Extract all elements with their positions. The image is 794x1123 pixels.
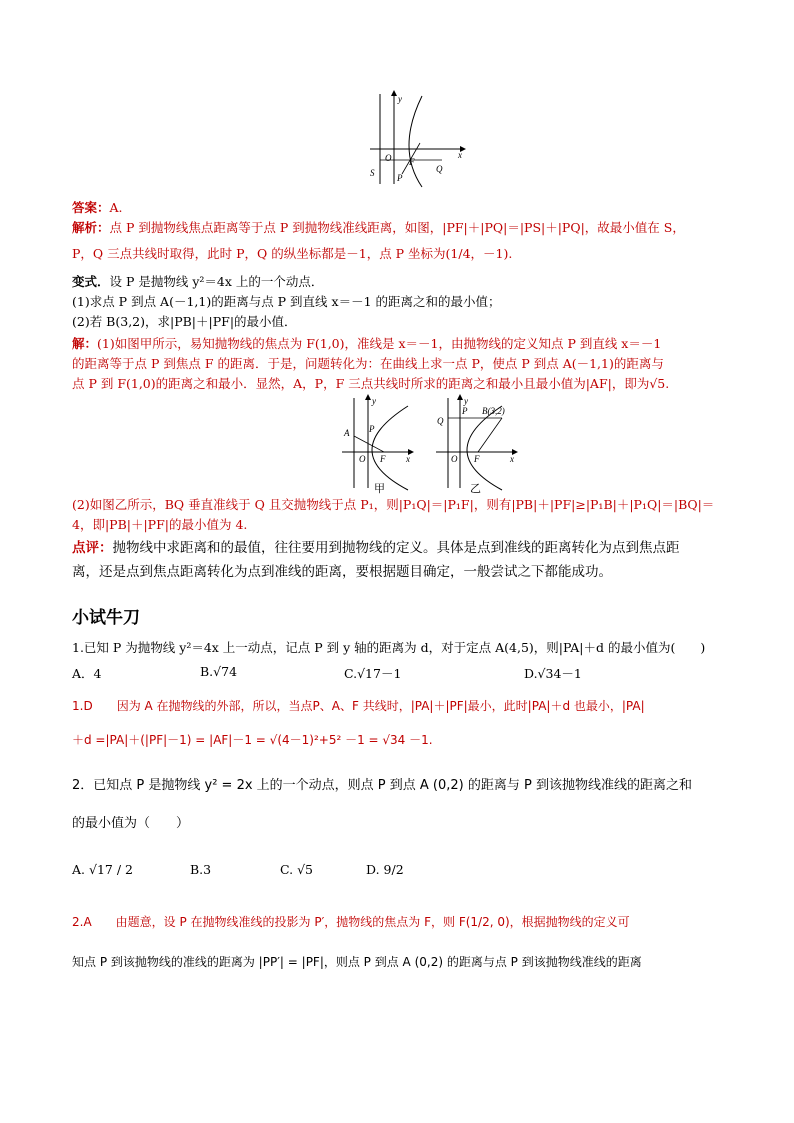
parabola-figure-1 (360, 88, 470, 188)
answer-label: 答案： (72, 200, 110, 215)
q2-stem-line-1: 2．已知点 P 是抛物线 y² = 2x 上的一个动点，则点 P 到点 A (0,2) 的距离与 P 到该抛物线准线的距离之和 (72, 778, 692, 793)
comment-line-2: 离，还是点到焦点距离转化为点到准线的距离，要根据题目确定，一般尝试之下都能成功。 (72, 564, 612, 580)
analysis-line-1 (72, 218, 722, 238)
comment-text-1: 抛物线中求距离和的最值，往往要用到抛物线的定义。具体是点到准线的距离转化为点到焦点距 (112, 540, 680, 556)
section-title: 小试牛刀 (72, 608, 140, 628)
answer-value: A. (109, 200, 123, 215)
q2-option-a: A. √17 / 2 (72, 862, 133, 877)
analysis-text-1: 点 P 到抛物线焦点距离等于点 P 到抛物线准线距离，如图，|PF|＋|PQ|＝|PS|＋|PQ|，故最小值在 S， (109, 220, 685, 235)
solution-label: 解： (72, 336, 98, 351)
jia-O-label: O (359, 454, 366, 464)
variant-line-3: (2)若 B(3,2)，求|PB|＋|PF|的最小值． (72, 314, 297, 329)
q1-stem: 1.已知 P 为抛物线 y²＝4x 上一动点，记点 P 到 y 轴的距离为 d，对于定点 A(4,5)，则|PA|＋d 的最小值为( ) (72, 640, 706, 655)
jia-P-label: P (369, 424, 375, 434)
yi-y-label: y (464, 396, 468, 406)
fig-caption-yi: 乙 (470, 482, 481, 495)
solution-line-3: 点 P 到 F(1,0)的距离之和最小．显然，A，P，F 三点共线时所求的距离之和最小且最小值为|AF|，即为√5. (72, 376, 670, 391)
q2-answer-line-2: 知点 P 到该抛物线的准线的距离为 |PP′| = |PF|，则点 P 到点 A (0,2) 的距离与点 P 到该抛物线准线的距离 (72, 955, 642, 969)
yi-x-label: x (510, 454, 514, 464)
q2-stem-line-2: 的最小值为（ ） (72, 816, 190, 831)
solution-line-2: 的距离等于点 P 到焦点 F 的距离．于是，问题转化为：在曲线上求一点 P，使点 P 到点 A(－1,1)的距离与 (72, 356, 664, 371)
yi-Q-label: Q (437, 416, 444, 426)
q1-option-b: B.√74 (200, 664, 238, 679)
solution-text-1: (1)如图甲所示，易知抛物线的焦点为 F(1,0)，准线是 x＝－1，由抛物线的定义知点 P 到直线 x＝－1 (97, 336, 662, 351)
q1-option-a: A．4 (72, 666, 102, 681)
fig1-S-label: S (370, 168, 375, 178)
comment-label: 点评： (72, 540, 113, 556)
q2-option-c: C. √5 (280, 862, 313, 877)
analysis-label: 解析： (72, 220, 110, 235)
solution-line-4: (2)如图乙所示，BQ 垂直准线于 Q 且交抛物线于点 P₁，则|P₁Q|＝|P₁F|，则有|PB|＋|PF|≥|P₁B|＋|P₁Q|＝|BQ|＝ (72, 497, 715, 512)
fig1-y-label: y (398, 94, 402, 104)
yi-F-label: F (474, 454, 480, 464)
variant-line-2: (1)求点 P 到点 A(－1,1)的距离与点 P 到直线 x＝－1 的距离之和的最小值； (72, 294, 501, 309)
fig1-x-label: x (458, 150, 462, 160)
q1-option-d: D.√34－1 (524, 666, 582, 681)
variant-label: 变式． (72, 274, 110, 289)
fig1-O-label: O (385, 153, 392, 163)
parabola-figure-yi (432, 392, 522, 492)
jia-y-label: y (372, 396, 376, 406)
answer-line (72, 198, 722, 218)
q1-options (72, 664, 722, 684)
q2-options (72, 862, 722, 886)
solution-line-1 (72, 334, 722, 354)
jia-F-label: F (380, 454, 386, 464)
analysis-line-2: P，Q 三点共线时取得，此时 P，Q 的纵坐标都是－1，点 P 坐标为(1/4，－1). (72, 246, 513, 261)
yi-O-label: O (451, 454, 458, 464)
comment-line-1 (72, 536, 722, 560)
fig1-F-label: F (409, 157, 415, 167)
solution-line-5: 4，即|PB|＋|PF|的最小值为 4. (72, 517, 248, 532)
q2-option-d: D. 9/2 (366, 862, 404, 877)
q2-option-b: B.3 (190, 862, 212, 877)
variant-line-1 (72, 272, 722, 292)
yi-P-label: P (462, 406, 468, 416)
variant-text-1: 设 P 是抛物线 y²＝4x 上的一个动点． (109, 274, 324, 289)
yi-B-label: B(3,2) (482, 406, 505, 416)
q1-answer-line-2: ＋d =|PA|＋(|PF|－1) = |AF|－1 = √(4－1)²+5² －1 = √34 －1. (72, 733, 433, 747)
fig-caption-jia: 甲 (374, 482, 385, 495)
q1-answer-line-1: 1.D 因为 A 在抛物线的外部，所以，当点P、A、F 共线时，|PA|＋|PF|最小，此时|PA|＋d 也最小，|PA| (72, 699, 645, 713)
jia-x-label: x (406, 454, 410, 464)
fig1-Q-label: Q (436, 164, 443, 174)
q2-answer-line-1: 2.A 由题意，设 P 在抛物线准线的投影为 P′，抛物线的焦点为 F，则 F(1/2, 0)，根据抛物线的定义可 (72, 915, 630, 929)
q1-option-c: C.√17－1 (344, 666, 402, 681)
jia-A-label: A (344, 428, 350, 438)
parabola-figure-jia (338, 392, 418, 492)
fig1-P-label: P (397, 173, 403, 183)
